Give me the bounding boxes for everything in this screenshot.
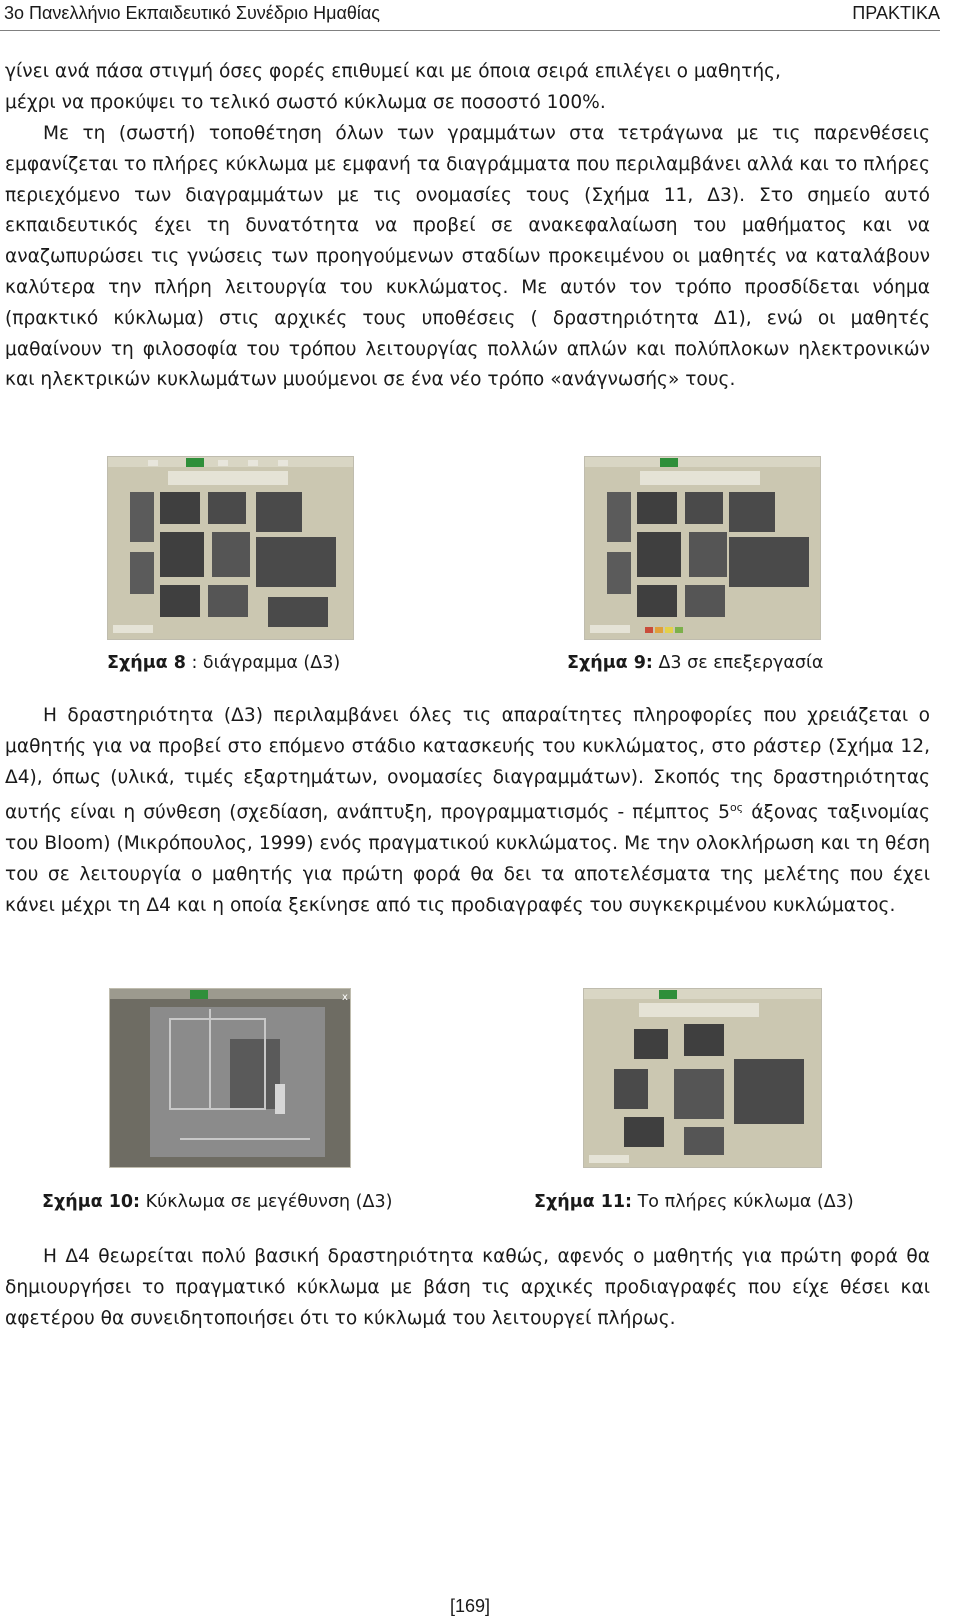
paragraph-1-line-2: μέχρι να προκύψει το τελικό σωστό κύκλωμα σε ποσοστό 100%. bbox=[5, 91, 606, 113]
figure-8-caption bbox=[107, 653, 340, 673]
figure-9-caption bbox=[567, 653, 823, 673]
figure-11-description: Το πλήρες κύκλωμα (Δ3) bbox=[632, 1192, 854, 1212]
figure-8-description: : διάγραμμα (Δ3) bbox=[185, 653, 341, 673]
figure-11-image bbox=[583, 988, 822, 1168]
paragraph-1 bbox=[5, 57, 930, 119]
figure-8-image bbox=[107, 456, 354, 640]
page-header bbox=[0, 0, 940, 31]
figure-10-description: Κύκλωμα σε μεγέθυνση (Δ3) bbox=[140, 1192, 393, 1212]
figure-10-image bbox=[109, 988, 351, 1168]
close-icon: x bbox=[342, 992, 348, 1003]
figure-9-label: Σχήμα 9: bbox=[567, 653, 653, 673]
paragraph-3-text-b: άξονας ταξινομίας του Bloom) (Μικρόπουλος, 1999) ενός πραγματικού κυκλώματος. Με την ολοκλήρωση και τη θέση του σε λειτουργία ο μαθητής για πρώτη φορά θα δει τα αποτελέσματα της μελέτης που έχει κάνει μέχρι τη Δ4 και η οποία ξεκίνησε από τις προδιαγραφές του συγκεκριμένου κυκλώματος. bbox=[5, 802, 930, 916]
page-number: [169] bbox=[449, 1596, 491, 1616]
paragraph-3-text-a: Η δραστηριότητα (Δ3) περιλαμβάνει όλες τις απαραίτητες πληροφορίες που χρειάζεται ο μαθητής για να προβεί στο επόμενο στάδιο κατασκευής του κυκλώματος, στο ράστερ (Σχήμα 12, Δ4), όπως (υλικά, τιμές εξαρτημάτων, ονομασίες διαγραμμάτων). Σκοπός της δραστηριότητας αυτής είναι η σύνθεση (σχεδίαση, ανάπτυξη, προγραμματισμός - πέμπτος 5 bbox=[5, 705, 930, 824]
paragraph-4-text: Η Δ4 θεωρείται πολύ βασική δραστηριότητα καθώς, αφενός ο μαθητής για πρώτη φορά θα δημιουργήσει το πραγματικό κύκλωμα με βάση τις αρχικές προδιαγραφές που είχε θέσει και αφετέρου θα συνειδητοποιήσει ότι το κύκλωμά του λειτουργεί πλήρως. bbox=[5, 1246, 930, 1329]
figure-8-label: Σχήμα 8 bbox=[107, 653, 186, 673]
section-title: ΠΡΑΚΤΙΚΑ bbox=[852, 3, 940, 23]
figure-9-description: Δ3 σε επεξεργασία bbox=[652, 653, 824, 673]
figure-11-caption bbox=[534, 1192, 854, 1212]
paragraph-4 bbox=[5, 1242, 930, 1334]
figure-9-image bbox=[584, 456, 821, 640]
figure-10-label: Σχήμα 10: bbox=[42, 1192, 141, 1212]
paragraph-3 bbox=[5, 701, 930, 922]
paragraph-1-line-1: γίνει ανά πάσα στιγμή όσες φορές επιθυμεί και με όποια σειρά επιλέγει ο μαθητής, bbox=[5, 61, 781, 82]
figure-11-label: Σχήμα 11: bbox=[534, 1192, 633, 1212]
paragraph-3-superscript: ος bbox=[729, 801, 744, 815]
paragraph-2-text: Με τη (σωστή) τοποθέτηση όλων των γραμμάτων στα τετράγωνα με τις παρενθέσεις εμφανίζεται το πλήρες κύκλωμα με εμφανή τα διαγράμματα που περιλαμβάνει αλλά και το πλήρες περιεχόμενο των διαγραμμάτων με τις ονομασίες τους (Σχήμα 11, Δ3). Στο σημείο αυτό εκπαιδευτικός έχει τη δυνατότητα να προβεί σε ανακεφαλαίωση του μαθήματος και να αναζωπυρώσει τις γνώσεις των προηγούμενων σταδίων προκειμένου οι μαθητές να καταλάβουν καλύτερα την πλήρη λειτουργία του κυκλώματος. Με αυτόν τον τρόπο προσδίδεται νόημα (πρακτικό κύκλωμα) στις αρχικές τους υποθέσεις ( δραστηριότητα Δ1), ενώ οι μαθητές μαθαίνουν τη φιλοσοφία του τρόπου λειτουργίας πολλών απλών και πολύπλοκων ηλεκτρονικών και ηλεκτρικών κυκλωμάτων μυούμενοι σε ένα νέο τρόπο «ανάγνωσής» τους. bbox=[5, 123, 930, 391]
conference-title: 3ο Πανελλήνιο Εκπαιδευτικό Συνέδριο Ημαθίας bbox=[4, 3, 380, 23]
figure-10-caption bbox=[42, 1192, 392, 1212]
paragraph-2 bbox=[5, 119, 930, 396]
